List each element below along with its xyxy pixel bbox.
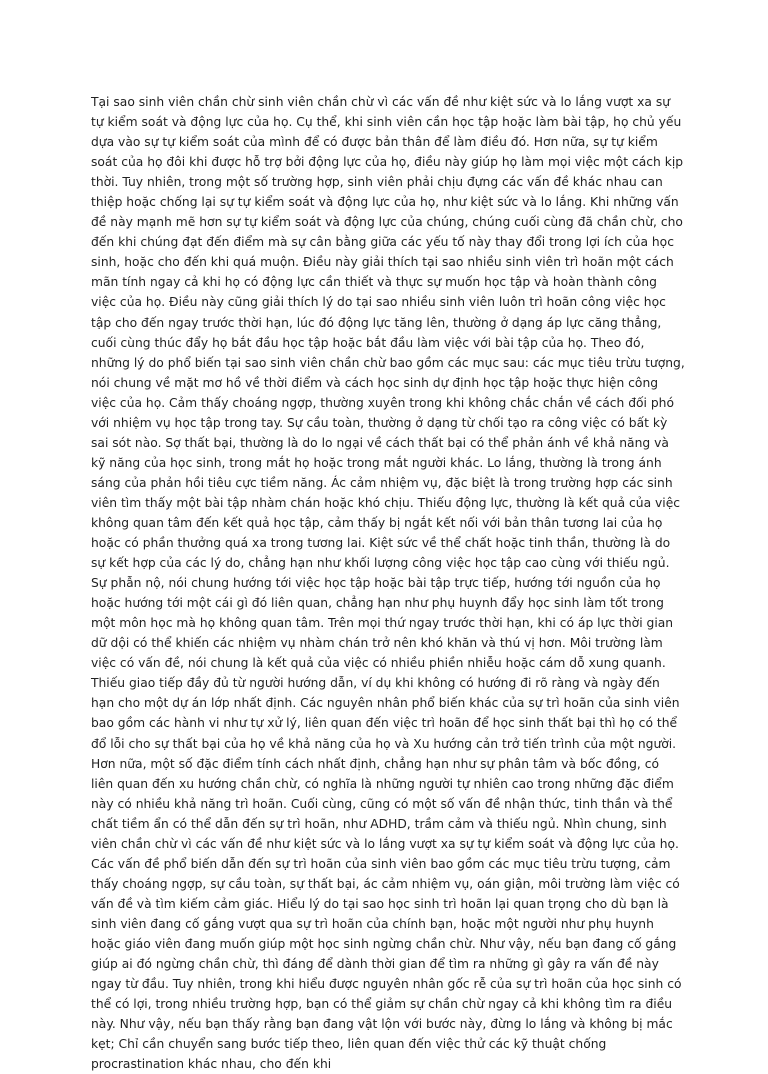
body-paragraph: Tại sao sinh viên chần chừ sinh viên chần chừ vì các vấn đề như kiệt sức và lo lắng vượt xa sự tự kiểm soát và động lực của họ. Cụ thể, khi sinh viên cần học tập hoặc làm bài tập, họ chủ yếu dựa vào sự tự kiểm soát của mình để có được bản thân để làm điều đó. Hơn nữa, sự tự kiểm soát của họ đôi khi được hỗ trợ bởi động lực của họ, điều này giúp họ làm mọi việc một cách kịp thời. Tuy nhiên, trong một số trường hợp, sinh viên phải chịu đựng các vấn đề khác nhau can thiệp hoặc chống lại sự tự kiểm soát và động lực của họ, như kiệt sức và lo lắng. Khi những vấn đề này mạnh mẽ hơn sự tự kiểm soát và động lực của chúng, chúng cuối cùng đã chần chừ, cho đến khi chúng đạt đến điểm mà sự cân bằng giữa các yếu tố này thay đổi trong lợi ích của học sinh, hoặc cho đến khi quá muộn. Điều này giải thích tại sao nhiều sinh viên trì hoãn một cách mãn tính ngay cả khi họ có động lực cần thiết và thực sự muốn học tập và hoàn thành công việc của họ. Điều này cũng giải thích lý do tại sao nhiều sinh viên luôn trì hoãn công việc học tập cho đến ngay trước thời hạn, lúc đó động lực tăng lên, thường ở dạng áp lực căng thẳng, cuối cùng thúc đẩy họ bắt đầu học tập hoặc bắt đầu làm việc với bài tập của họ. Theo đó, những lý do phổ biến tại sao sinh viên chần chừ bao gồm các mục sau: các mục tiêu trừu tượng, nói chung về mặt mơ hồ về thời điểm và cách học sinh dự định học tập hoặc thực hiện công việc của họ. Cảm thấy choáng ngợp, thường xuyên trong khi không chắc chắn về cách đối phó với nhiệm vụ học tập trong tay. Sự cầu toàn, thường ở dạng từ chối tạo ra công việc có bất kỳ sai sót nào. Sợ thất bại, thường là do lo ngại về cách thất bại có thể phản ánh về khả năng và kỹ năng của học sinh, trong mắt họ hoặc trong mắt người khác. Lo lắng, thường là trong ánh sáng của phản hồi tiêu cực tiềm năng. Ác cảm nhiệm vụ, đặc biệt là trong trường hợp các sinh viên tìm thấy một bài tập nhàm chán hoặc khó chịu. Thiếu động lực, thường là kết quả của việc không quan tâm đến kết quả học tập, cảm thấy bị ngắt kết nối với bản thân tương lai của họ hoặc có phần thưởng quá xa trong tương lai. Kiệt sức về thể chất hoặc tinh thần, thường là do sự kết hợp của các lý do, chẳng hạn như khối lượng công việc học tập cao cùng với thiếu ngủ. Sự phẫn nộ, nói chung hướng tới việc học tập hoặc bài tập trực tiếp, hướng tới nguồn của họ hoặc hướng tới một cái gì đó liên quan, chẳng hạn như phụ huynh đẩy học sinh làm tốt trong một môn học mà họ không quan tâm. Trên mọi thứ ngay trước thời hạn, khi có áp lực thời gian dữ dội có thể khiến các nhiệm vụ nhàm chán trở nên khó khăn và thú vị hơn. Môi trường làm việc có vấn đề, nói chung là kết quả của việc có nhiều phiền nhiễu hoặc cám dỗ xung quanh. Thiếu giao tiếp đầy đủ từ người hướng dẫn, ví dụ khi không có hướng đi rõ ràng và ngày đến hạn cho một dự án lớp nhất định. Các nguyên nhân phổ biến khác của sự trì hoãn của sinh viên bao gồm các hành vi như tự xử lý, liên quan đến việc trì hoãn để học sinh thất bại thì họ có thể đổ lỗi cho sự thất bại của họ về khả năng của họ và Xu hướng cản trở tiến trình của một người. Hơn nữa, một số đặc điểm tính cách nhất định, chẳng hạn như sự phân tâm và bốc đồng, có liên quan đến xu hướng chần chừ, có nghĩa là những người tự nhiên cao trong những đặc điểm này có nhiều khả năng trì hoãn. Cuối cùng, cũng có một số vấn đề nhận thức, tinh thần và thể chất tiềm ẩn có thể dẫn đến sự trì hoãn, như ADHD, trầm cảm và thiếu ngủ. Nhìn chung, sinh viên chần chừ vì các vấn đề như kiệt sức và lo lắng vượt xa sự tự kiểm soát và động lực của họ. Các vấn đề phổ biến dẫn đến sự trì hoãn của sinh viên bao gồm các mục tiêu trừu tượng, cảm thấy choáng ngợp, sự cầu toàn, sự thất bại, ác cảm nhiệm vụ, oán giận, môi trường làm việc có vấn đề và tìm kiếm cảm giác. Hiểu lý do tại sao học sinh trì hoãn lại quan trọng cho dù bạn là sinh viên đang cố gắng vượt qua sự trì hoãn của chính bạn, hoặc một người như phụ huynh hoặc giáo viên đang muốn giúp một học sinh ngừng chần chừ. Như vậy, nếu bạn đang cố gắng giúp ai đó ngừng chần chừ, thì đáng để dành thời gian để tìm ra những gì gây ra vấn đề này ngay từ đầu. Tuy nhiên, trong khi hiểu được nguyên nhân gốc rễ của sự trì hoãn của học sinh có thể có lợi, trong nhiều trường hợp, bạn có thể giảm sự chần chừ ngay cả khi không tìm ra điều này. Như vậy, nếu bạn thấy rằng bạn đang vật lộn với bước này, đừng lo lắng và không bị mắc kẹt; Chỉ cần chuyển sang bước tiếp theo, liên quan đến việc thử các kỹ thuật chống procrastination khác nhau, cho đến khi: [91, 95, 685, 1072]
